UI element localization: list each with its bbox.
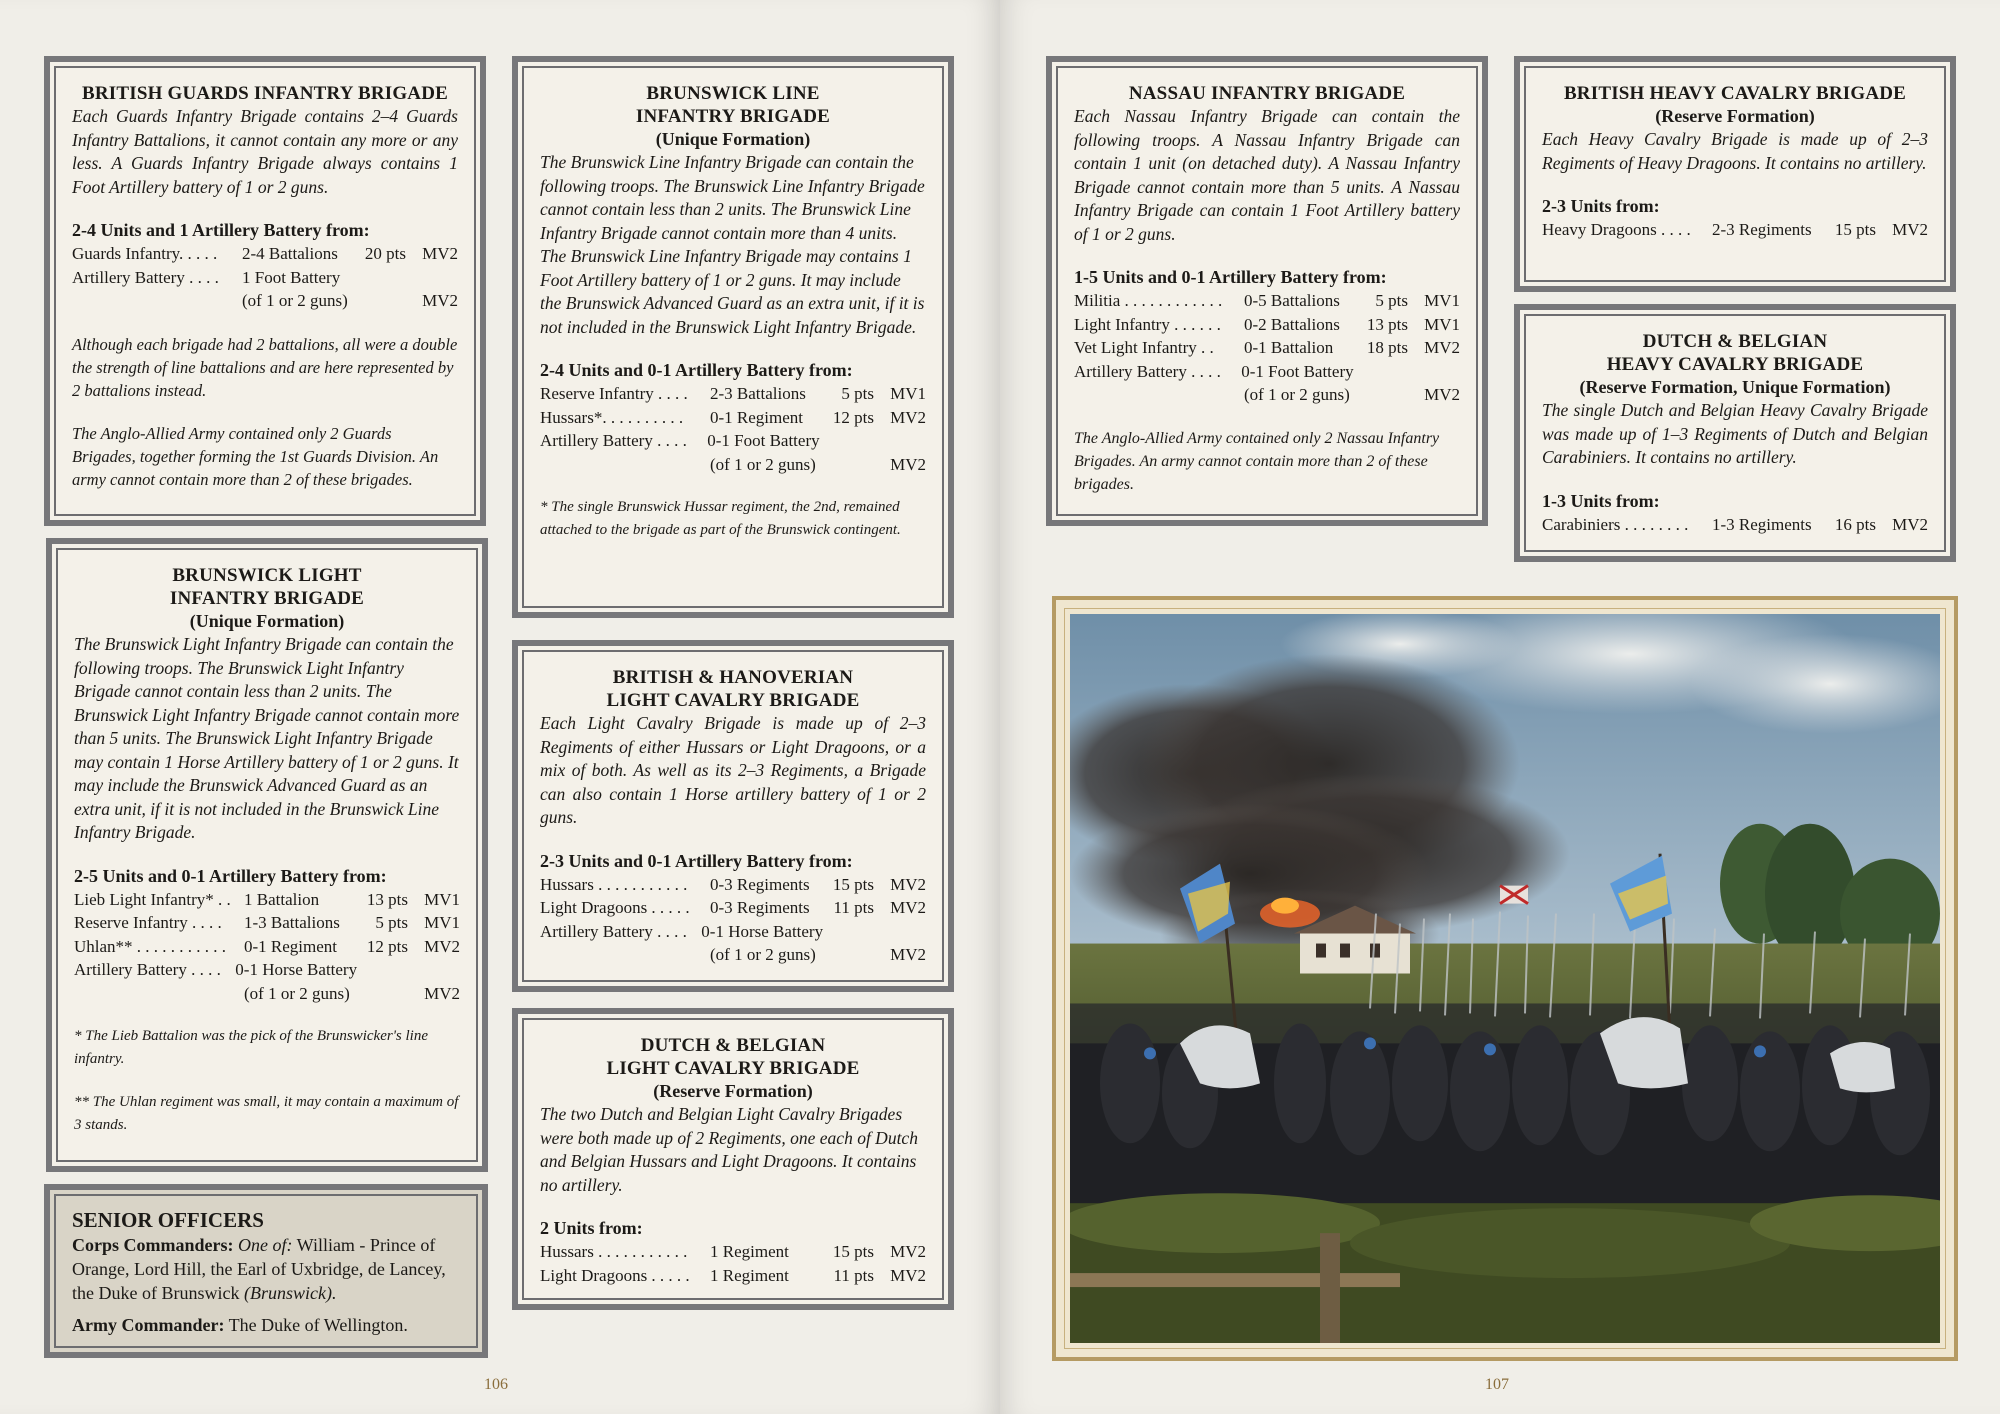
box-description: The Brunswick Line Infantry Brigade can contain the following troops. The Brunswick Line Infantry Brigade cannot contain less than 2 units. The Brunswick Line Infantry Brigade cannot contain more than 4 units. The Brunswick Line Infantry Brigade may contains 1 Foot Artillery battery of 1 or 2 guns. It may include the Brunswick Advanced Guard as an extra unit, if it is not included in the Brunswick Light Infantry Brigade. (540, 152, 925, 337)
box-description: Each Heavy Cavalry Brigade is made up of 2–3 Regiments of Heavy Dragoons. It contains no artillery. (1542, 129, 1928, 173)
unit-count: 1 Battalion (244, 889, 320, 909)
unit-type: Artillery Battery . . . . (72, 267, 219, 287)
unit-move-value (1417, 360, 1460, 384)
unit-type: Artillery Battery . . . . (1074, 361, 1221, 381)
box-title-line-1: BRUNSWICK LINE (646, 83, 820, 104)
unit-count: 0-1 Battalion (1244, 338, 1334, 357)
unit-table (1074, 289, 1460, 407)
unit-row (1542, 218, 1928, 242)
unit-points: 5 pts (1375, 291, 1408, 310)
unit-move-value: MV2 (422, 291, 458, 310)
unit-row (540, 1264, 926, 1288)
unit-row (74, 888, 460, 912)
unit-row (72, 242, 458, 266)
brunswick-line-infantry-brigade-box (512, 56, 954, 618)
unit-type: Light Infantry . . . . . . (1074, 314, 1221, 334)
unit-count: 2-3 Battalions (710, 384, 806, 403)
box-title: NASSAU INFANTRY BRIGADE (1128, 83, 1406, 104)
box-subtitle: (Reserve Formation, Unique Formation) (1579, 377, 1891, 397)
dutch-belgian-heavy-cavalry-brigade-box (1514, 304, 1956, 562)
unit-move-value: MV1 (424, 913, 460, 932)
unit-type (1074, 383, 1244, 407)
unit-row (1074, 289, 1460, 313)
box-subtitle: (Reserve Formation) (653, 1081, 813, 1101)
unit-table (1542, 218, 1928, 242)
corps-commanders-list: William - Prince of Orange, Lord Hill, the Earl of Uxbridge, de Lancey, the Duke of Brunswick (72, 1235, 446, 1303)
unit-points (823, 920, 884, 944)
unit-count: (of 1 or 2 guns) (242, 291, 348, 310)
unit-move-value: MV2 (1424, 385, 1460, 404)
box-title-line-1: BRUNSWICK LIGHT (172, 565, 362, 586)
unit-row (74, 911, 460, 935)
box-title: BRITISH HEAVY CAVALRY BRIGADE (1563, 83, 1907, 104)
unit-row (74, 935, 460, 959)
senior-officers-box (44, 1184, 488, 1358)
box-title-line-1: DUTCH & BELGIAN (640, 1035, 826, 1056)
box-title-line-2: INFANTRY BRIGADE (169, 588, 365, 609)
battle-photo (1070, 614, 1940, 1343)
unit-count: 0-1 Horse Battery (235, 960, 358, 979)
unit-type: Lieb Light Infantry* . . (74, 889, 231, 909)
unit-type (540, 453, 710, 477)
box-title-line-2: INFANTRY BRIGADE (635, 106, 831, 127)
units-heading: 2-5 Units and 0-1 Artillery Battery from: (74, 865, 387, 886)
nassau-infantry-brigade-box (1046, 56, 1488, 526)
unit-move-value: MV2 (890, 945, 926, 964)
unit-type: Artillery Battery . . . . (540, 921, 687, 941)
army-commander-label: Army Commander: (72, 1315, 225, 1335)
senior-officers-heading: SENIOR OFFICERS (72, 1208, 264, 1232)
army-commander (72, 1313, 460, 1337)
box-description: Each Light Cavalry Brigade is made up of 2–3 Regiments of either Hussars or Light Dragoons, or a mix of both. As well as its 2–3 Regiments, a Brigade can also contain 1 Horse artillery battery of 1 or 2 guns. (540, 713, 926, 827)
unit-points: 15 pts (1834, 220, 1876, 239)
unit-move-value: MV2 (1892, 514, 1928, 534)
units-heading: 1-5 Units and 0-1 Artillery Battery from: (1074, 267, 1387, 287)
battle-photo-frame (1052, 596, 1958, 1361)
box-description: Each Nassau Infantry Brigade can contain the following troops. A Nassau Infantry Brigade can contain 1 unit (on detached duty). A Nassau Infantry Brigade cannot contain more than 5 units. A Nassau Infantry Brigade can contain 1 Foot Artillery battery of 1 or 2 guns. (1074, 106, 1460, 244)
unit-row (1074, 360, 1460, 384)
unit-type (72, 289, 242, 313)
unit-points (350, 266, 414, 290)
unit-table (72, 242, 458, 313)
box-subtitle: (Reserve Formation) (1655, 106, 1815, 126)
unit-row (540, 429, 926, 453)
unit-move-value: MV1 (1424, 314, 1460, 334)
corps-brunswick-note: (Brunswick). (243, 1283, 337, 1303)
unit-points (357, 958, 418, 982)
unit-move-value: MV2 (890, 874, 926, 894)
unit-count: 2-4 Battalions (242, 244, 338, 263)
brunswick-light-infantry-brigade-box (46, 538, 488, 1172)
unit-row (540, 943, 926, 967)
unit-count: (of 1 or 2 guns) (1244, 385, 1350, 404)
corps-commanders (72, 1233, 460, 1305)
footnote-uhlan: ** The Uhlan regiment was small, it may contain a maximum of 3 stands. (74, 1094, 459, 1133)
unit-move-value: MV2 (424, 983, 460, 1003)
unit-move-value: MV2 (890, 1265, 926, 1285)
unit-move-value: MV1 (1424, 291, 1460, 310)
units-heading: 2-4 Units and 0-1 Artillery Battery from: (540, 360, 853, 380)
unit-count: 0-3 Regiments (710, 898, 810, 917)
box-description: The single Dutch and Belgian Heavy Cavalry Brigade was made up of 1–3 Regiments of Dutch and Belgian Carabiniers. It contains no artillery. (1542, 400, 1928, 467)
unit-count: 1-3 Battalions (244, 913, 340, 932)
corps-one-of: One of: (238, 1235, 293, 1255)
box-title-line-2: HEAVY CAVALRY BRIGADE (1606, 354, 1864, 375)
unit-table (1542, 513, 1928, 537)
unit-count: 0-1 Regiment (244, 936, 338, 956)
page-number-left: 106 (484, 1376, 508, 1393)
footnote-hussars: * The single Brunswick Hussar regiment, the 2nd, remained attached to the brigade as part of the Brunswick contingent. (540, 499, 901, 538)
unit-row (74, 982, 460, 1006)
unit-table (74, 888, 460, 1006)
unit-count: 0-3 Regiments (710, 874, 810, 894)
unit-move-value: MV2 (424, 936, 460, 956)
unit-count: 1 Regiment (710, 1242, 789, 1261)
unit-row (540, 406, 926, 430)
box-subtitle: (Unique Formation) (189, 611, 345, 631)
unit-row (540, 453, 926, 477)
unit-table (540, 382, 926, 476)
unit-move-value (884, 920, 926, 944)
unit-count: 0-1 Foot Battery (707, 431, 820, 450)
british-guards-infantry-brigade-box (44, 56, 486, 526)
unit-count: 2-3 Regiments (1712, 220, 1812, 239)
unit-type: Carabiniers . . . . . . . . (1542, 514, 1689, 534)
unit-move-value: MV2 (1892, 220, 1928, 239)
unit-type: Uhlan** . . . . . . . . . . . (74, 936, 227, 956)
unit-move-value: MV2 (422, 244, 458, 263)
unit-type: Vet Light Infantry . . (1074, 338, 1214, 357)
units-heading: 1-3 Units from: (1542, 490, 1660, 511)
unit-points: 12 pts (366, 936, 408, 956)
unit-points: 20 pts (364, 244, 406, 263)
unit-points: 11 pts (833, 898, 874, 917)
unit-move-value: MV2 (890, 898, 926, 917)
unit-count: 0-2 Battalions (1244, 314, 1340, 334)
unit-points: 16 pts (1834, 514, 1876, 534)
unit-count: (of 1 or 2 guns) (244, 983, 350, 1003)
unit-points: 18 pts (1366, 338, 1408, 357)
box-subtitle: (Unique Formation) (655, 129, 811, 149)
unit-type: Heavy Dragoons . . . . (1542, 220, 1691, 239)
unit-row (74, 958, 460, 982)
unit-row (1542, 513, 1928, 537)
army-commander-name: The Duke of Wellington. (228, 1315, 408, 1335)
unit-count: 0-5 Battalions (1244, 291, 1340, 310)
unit-move-value: MV2 (890, 1242, 926, 1261)
battle-scene-image (1070, 614, 1940, 1343)
unit-points: 11 pts (833, 1265, 874, 1285)
unit-row (540, 1240, 926, 1264)
page-number-right: 107 (1485, 1376, 1509, 1393)
unit-row (1074, 313, 1460, 337)
unit-type: Hussars*. . . . . . . . . . (540, 407, 684, 427)
unit-points: 13 pts (366, 889, 408, 909)
unit-count: (of 1 or 2 guns) (710, 945, 816, 964)
unit-row (72, 266, 458, 290)
box-title-line-2: LIGHT CAVALRY BRIGADE (606, 1058, 860, 1079)
unit-type: Light Dragoons . . . . . (540, 1265, 690, 1285)
army-limit-note: The Anglo-Allied Army contained only 2 Guards Brigades, together forming the 1st Guards Division. An army cannot contain more than 2 of these brigades. (72, 423, 439, 489)
unit-row (540, 920, 926, 944)
unit-points: 5 pts (375, 913, 408, 932)
unit-move-value: MV2 (1424, 338, 1460, 357)
unit-count: 0-1 Regiment (710, 407, 804, 427)
unit-points: 12 pts (832, 407, 874, 427)
unit-move-value (418, 958, 460, 982)
unit-type: Hussars . . . . . . . . . . . (540, 1242, 688, 1261)
unit-move-value: MV2 (890, 454, 926, 474)
unit-points (1354, 360, 1417, 384)
units-heading: 2-3 Units from: (1542, 196, 1660, 216)
unit-type: Reserve Infantry . . . . (74, 913, 222, 932)
unit-row (72, 289, 458, 313)
army-limit-note: The Anglo-Allied Army contained only 2 Nassau Infantry Brigades. An army cannot contain more than 2 of these brigades. (1074, 429, 1440, 493)
unit-type: Guards Infantry. . . . . (72, 244, 218, 263)
unit-type: Light Dragoons . . . . . (540, 898, 690, 917)
unit-row (540, 873, 926, 897)
unit-count: (of 1 or 2 guns) (710, 454, 816, 474)
unit-type: Hussars . . . . . . . . . . . (540, 874, 688, 894)
unit-points (1352, 383, 1416, 407)
units-heading: 2 Units from: (540, 1218, 643, 1238)
box-description: Each Guards Infantry Brigade contains 2–4 Guards Infantry Battalions, it cannot contain any more or any less. A Guards Infantry Brigade always contains 1 Foot Artillery battery of 1 or 2 guns. (72, 106, 458, 197)
unit-type (74, 982, 244, 1006)
box-title-line-1: DUTCH & BELGIAN (1642, 331, 1828, 352)
box-description: The Brunswick Light Infantry Brigade can contain the following troops. The Brunswick Light Infantry Brigade cannot contain less than 2 units. The Brunswick Light Infantry Brigade cannot contain more than 5 units. The Brunswick Light Infantry Brigade may contain 1 Horse Artillery battery of 1 or 2 guns. It may include the Brunswick Advanced Guard as an extra unit, if it is not included in the Brunswick Line Infantry Brigade. (74, 634, 460, 842)
unit-table (540, 873, 926, 967)
unit-count: 1-3 Regiments (1712, 514, 1812, 534)
units-heading: 2-4 Units and 1 Artillery Battery from: (72, 220, 370, 240)
unit-move-value (883, 429, 926, 453)
unit-type: Militia . . . . . . . . . . . . (1074, 291, 1223, 310)
unit-type (540, 943, 710, 967)
unit-count: 0-1 Horse Battery (701, 921, 824, 941)
box-title-line-1: BRITISH & HANOVERIAN (612, 667, 854, 688)
unit-row (540, 382, 926, 406)
british-hanoverian-light-cavalry-brigade-box (512, 640, 954, 992)
british-heavy-cavalry-brigade-box (1514, 56, 1956, 292)
unit-type: Reserve Infantry . . . . (540, 384, 688, 403)
unit-move-value: MV1 (424, 889, 460, 909)
unit-move-value: MV2 (890, 407, 926, 427)
unit-row (540, 896, 926, 920)
unit-points (350, 289, 414, 313)
unit-move-value (414, 266, 458, 290)
unit-points: 13 pts (1366, 314, 1408, 334)
box-title-line-2: LIGHT CAVALRY BRIGADE (606, 690, 860, 711)
footnote-lieb: * The Lieb Battalion was the pick of the Brunswicker's line infantry. (74, 1028, 429, 1067)
unit-points (352, 982, 416, 1006)
units-heading: 2-3 Units and 0-1 Artillery Battery from: (540, 850, 853, 871)
box-title: BRITISH GUARDS INFANTRY BRIGADE (81, 83, 449, 104)
unit-points (818, 943, 882, 967)
unit-table (540, 1240, 926, 1287)
unit-count: 1 Foot Battery (242, 267, 341, 287)
unit-points (820, 429, 883, 453)
unit-points (818, 453, 882, 477)
unit-type: Artillery Battery . . . . (74, 960, 221, 979)
unit-row (1074, 383, 1460, 407)
unit-points: 15 pts (832, 874, 874, 894)
historical-note: Although each brigade had 2 battalions, all were a double the strength of line battalions and are here represented by 2 battalions instead. (72, 334, 458, 400)
unit-row (1074, 336, 1460, 360)
unit-count: 0-1 Foot Battery (1241, 361, 1354, 381)
box-description: The two Dutch and Belgian Light Cavalry Brigades were both made up of 2 Regiments, one each of Dutch and Belgian Hussars and Light Dragoons. It contains no artillery. (540, 1104, 918, 1195)
unit-points: 5 pts (841, 384, 874, 403)
unit-type: Artillery Battery . . . . (540, 431, 687, 450)
corps-commanders-label: Corps Commanders: (72, 1235, 234, 1255)
unit-points: 15 pts (832, 1242, 874, 1261)
dutch-belgian-light-cavalry-brigade-box (512, 1008, 954, 1310)
unit-count: 1 Regiment (710, 1265, 789, 1285)
unit-move-value: MV1 (890, 384, 926, 403)
